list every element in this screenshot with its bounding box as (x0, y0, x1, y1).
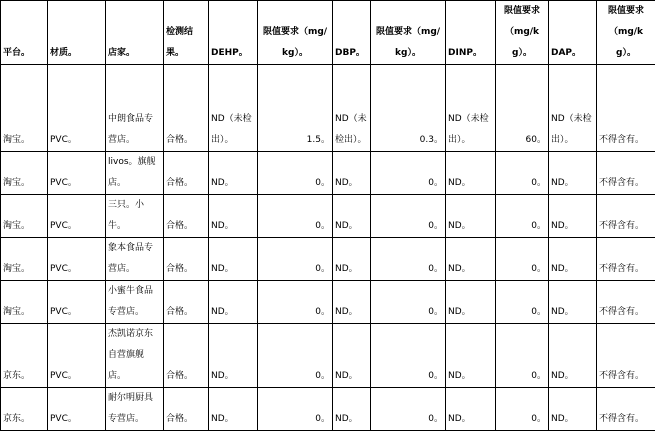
cell-dap-limit: 不得含有。 (597, 65, 655, 152)
cell-material: PVC。 (48, 152, 106, 195)
cell-store: 中朗食品专营店。 (106, 65, 164, 152)
cell-store: 耐尔明厨具专营店。 (106, 388, 164, 431)
cell-material: PVC。 (48, 65, 106, 152)
cell-dap: ND。 (549, 324, 597, 388)
cell-dbp-limit: 0。 (371, 195, 446, 238)
cell-dinp: ND。 (446, 388, 496, 431)
cell-dbp-limit: 0。 (371, 281, 446, 324)
cell-dap: ND。 (549, 388, 597, 431)
cell-dbp: ND。 (333, 281, 371, 324)
cell-dehp-limit: 0。 (258, 152, 333, 195)
cell-dap: ND。 (549, 281, 597, 324)
cell-platform: 淘宝。 (1, 65, 48, 152)
cell-platform: 淘宝。 (1, 195, 48, 238)
cell-dehp-limit: 0。 (258, 281, 333, 324)
cell-dehp: ND。 (209, 281, 258, 324)
cell-result: 合格。 (164, 65, 209, 152)
cell-dinp-limit: 60。 (496, 65, 549, 152)
table-row (1, 388, 655, 431)
cell-result: 合格。 (164, 324, 209, 388)
cell-dehp-limit: 0。 (258, 324, 333, 388)
cell-dinp: ND。 (446, 324, 496, 388)
cell-dehp-limit: 1.5。 (258, 65, 333, 152)
header-dehp-limit: 限值要求（mg/kg）。 (258, 1, 333, 65)
cell-result: 合格。 (164, 152, 209, 195)
cell-dinp: ND。 (446, 281, 496, 324)
cell-store: 杰凯诺京东自营旗舰店。 (106, 324, 164, 388)
cell-dbp-limit: 0。 (371, 388, 446, 431)
cell-dehp-limit: 0。 (258, 388, 333, 431)
cell-platform: 淘宝。 (1, 238, 48, 281)
cell-dap-limit: 不得含有。 (597, 195, 655, 238)
header-dehp: DEHP。 (209, 1, 258, 65)
cell-material: PVC。 (48, 195, 106, 238)
cell-dbp: ND。 (333, 195, 371, 238)
cell-dap-limit: 不得含有。 (597, 324, 655, 388)
cell-store: 象本食品专营店。 (106, 238, 164, 281)
cell-dinp-limit: 0。 (496, 238, 549, 281)
cell-dinp: ND。 (446, 152, 496, 195)
table-row (1, 65, 655, 152)
cell-dbp-limit: 0。 (371, 324, 446, 388)
cell-dinp-limit: 0。 (496, 324, 549, 388)
cell-platform: 淘宝。 (1, 281, 48, 324)
cell-dbp: ND。 (333, 388, 371, 431)
cell-dbp: ND。 (333, 324, 371, 388)
cell-result: 合格。 (164, 281, 209, 324)
cell-dbp: ND。 (333, 238, 371, 281)
cell-dehp: ND。 (209, 238, 258, 281)
header-material: 材质。 (48, 1, 106, 65)
cell-dehp-limit: 0。 (258, 238, 333, 281)
cell-dap-limit: 不得含有。 (597, 152, 655, 195)
header-row (1, 1, 655, 65)
cell-dbp-limit: 0。 (371, 152, 446, 195)
cell-material: PVC。 (48, 238, 106, 281)
cell-dinp: ND。 (446, 195, 496, 238)
cell-dap: ND。 (549, 195, 597, 238)
cell-dinp: ND。 (446, 238, 496, 281)
header-dap-limit: 限值要求（mg/kg）。 (597, 1, 655, 65)
cell-dehp: ND。 (209, 388, 258, 431)
cell-result: 合格。 (164, 195, 209, 238)
cell-result: 合格。 (164, 388, 209, 431)
table-row (1, 152, 655, 195)
cell-dinp-limit: 0。 (496, 281, 549, 324)
cell-dehp: ND。 (209, 152, 258, 195)
cell-material: PVC。 (48, 388, 106, 431)
table-row (1, 195, 655, 238)
cell-dehp: ND（未检出）。 (209, 65, 258, 152)
header-dinp-limit: 限值要求（mg/kg）。 (496, 1, 549, 65)
cell-dbp: ND。 (333, 152, 371, 195)
cell-dinp: ND（未检出）。 (446, 65, 496, 152)
table-row (1, 324, 655, 388)
table-body (1, 65, 655, 431)
cell-material: PVC。 (48, 281, 106, 324)
cell-store: 小蜜牛食品专营店。 (106, 281, 164, 324)
cell-store: 三只。小牛。 (106, 195, 164, 238)
cell-result: 合格。 (164, 238, 209, 281)
cell-store: livos。旗舰店。 (106, 152, 164, 195)
cell-dinp-limit: 0。 (496, 195, 549, 238)
header-store: 店家。 (106, 1, 164, 65)
cell-platform: 淘宝。 (1, 152, 48, 195)
header-dap: DAP。 (549, 1, 597, 65)
cell-dap-limit: 不得含有。 (597, 281, 655, 324)
cell-dbp-limit: 0。 (371, 238, 446, 281)
cell-dap-limit: 不得含有。 (597, 388, 655, 431)
cell-dbp: ND（未检出）。 (333, 65, 371, 152)
header-dbp: DBP。 (333, 1, 371, 65)
cell-dap: ND（未检出）。 (549, 65, 597, 152)
cell-dehp: ND。 (209, 195, 258, 238)
header-dinp: DINP。 (446, 1, 496, 65)
cell-platform: 京东。 (1, 388, 48, 431)
cell-dinp-limit: 0。 (496, 152, 549, 195)
cell-material: PVC。 (48, 324, 106, 388)
cell-dap: ND。 (549, 238, 597, 281)
table-row (1, 281, 655, 324)
table-row (1, 238, 655, 281)
cell-dap: ND。 (549, 152, 597, 195)
cell-dinp-limit: 0。 (496, 388, 549, 431)
cell-dehp: ND。 (209, 324, 258, 388)
cell-dehp-limit: 0。 (258, 195, 333, 238)
cell-dap-limit: 不得含有。 (597, 238, 655, 281)
header-result: 检测结果。 (164, 1, 209, 65)
header-dbp-limit: 限值要求（mg/kg）。 (371, 1, 446, 65)
cell-platform: 京东。 (1, 324, 48, 388)
header-platform: 平台。 (1, 1, 48, 65)
cell-dbp-limit: 0.3。 (371, 65, 446, 152)
